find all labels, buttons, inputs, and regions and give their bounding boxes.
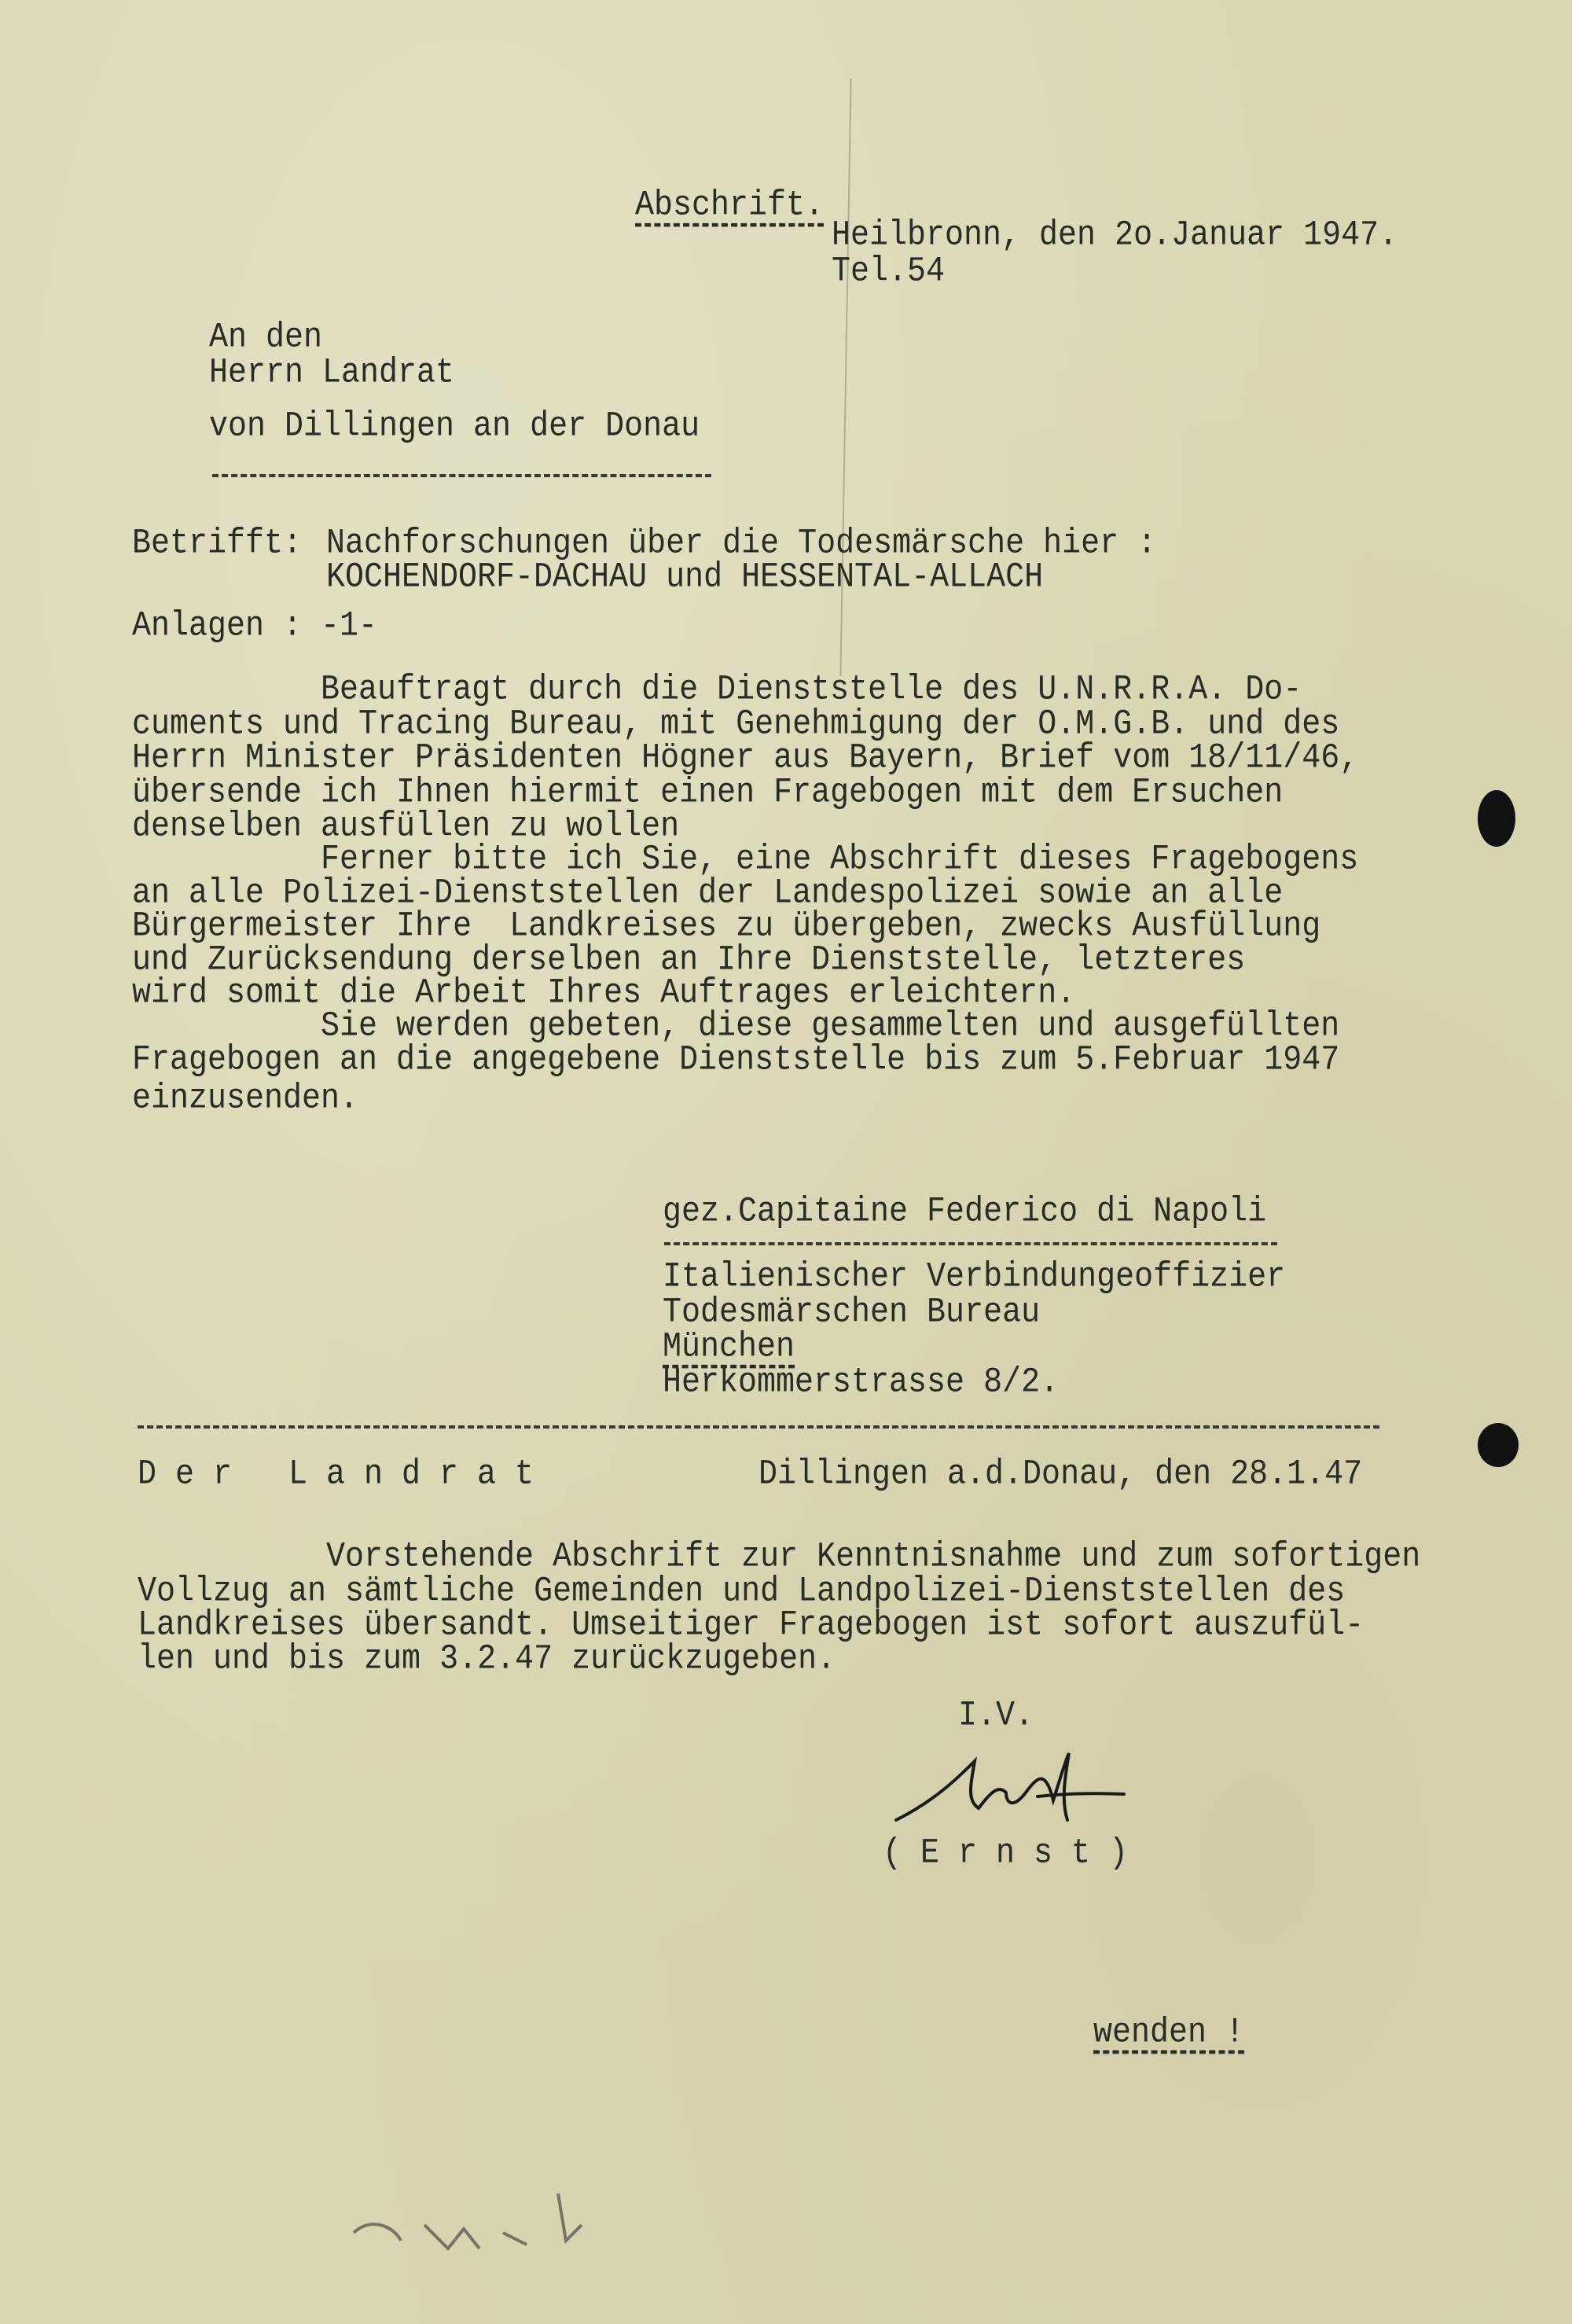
ink-blot (1478, 1423, 1519, 1467)
body-line: denselben ausfüllen zu wollen (132, 807, 680, 848)
sender-street: Herkommerstrasse 8/2. (663, 1362, 1060, 1403)
endorsement-authority: Der Landrat (138, 1454, 553, 1495)
body-line: wird somit die Arbeit Ihres Auftrages erleichtern. (132, 973, 1076, 1014)
ink-blot (1478, 790, 1515, 847)
body-line: und Zurücksendung derselben an Ihre Dienststelle, letzteres (132, 940, 1246, 981)
body-line: Ferner bitte ich Sie, eine Abschrift dieses Fragebogens (132, 840, 1359, 881)
body-line: an alle Polizei-Dienststellen der Landespolizei sowie an alle (132, 873, 1284, 914)
body-line: Herrn Minister Präsidenten Högner aus Bayern, Brief vom 18/11/46, (132, 738, 1359, 779)
sender-signed: gez.Capitaine Federico di Napoli (663, 1192, 1267, 1233)
signatory-name: ( E r n s t ) (883, 1833, 1129, 1874)
attachments: Anlagen : -1- (132, 606, 378, 647)
recipient-line-2: Herrn Landrat (209, 353, 455, 394)
endorsement-line: len und bis zum 3.2.47 zurückzugeben. (138, 1639, 836, 1680)
recipient-line-1: An den (209, 318, 323, 359)
subject-line-2: KOCHENDORF-DACHAU und HESSENTAL-ALLACH (326, 557, 1044, 598)
sender-title: Italienischer Verbindungeoffizier (663, 1257, 1286, 1298)
sender-divider (664, 1242, 1277, 1245)
place-date: Heilbronn, den 2o.Januar 1947. (832, 215, 1398, 256)
sender-office: Todesmärschen Bureau (663, 1293, 1041, 1333)
turn-over-note: wenden ! (1093, 2013, 1245, 2054)
phone-number: Tel.54 (832, 252, 946, 292)
subject-label: Betrifft: (132, 524, 303, 564)
sender-city: München (663, 1327, 795, 1368)
section-divider (138, 1425, 1379, 1429)
iv-label: I.V. (958, 1696, 1034, 1737)
recipient-line-3: von Dillingen an der Donau (209, 406, 700, 447)
body-line: einzusenden. (132, 1079, 359, 1120)
body-line: Bürgermeister Ihre Landkreises zu übergeben, zwecks Ausfüllung (132, 906, 1321, 947)
subject-line-1: Nachforschungen über die Todesmärsche hier : (326, 524, 1157, 564)
handwritten-signature (888, 1745, 1140, 1840)
body-line: Sie werden gebeten, diese gesammelten und ausgefüllten (132, 1006, 1340, 1047)
body-line: cuments und Tracing Bureau, mit Genehmigung der O.M.G.B. und des (132, 704, 1340, 745)
recipient-divider (212, 474, 711, 477)
endorsement-line: Vorstehende Abschrift zur Kenntnisnahme und zum sofortigen (138, 1537, 1421, 1578)
endorsement-place-date: Dillingen a.d.Donau, den 28.1.47 (758, 1454, 1363, 1495)
body-line: übersende ich Ihnen hiermit einen Fragebogen mit dem Ersuchen (132, 773, 1284, 814)
copy-label: Abschrift. (635, 186, 825, 226)
body-line: Beauftragt durch die Dienststelle des U.N.R.R.A. Do- (132, 670, 1302, 711)
body-line: Fragebogen an die angegebene Dienststelle bis zum 5.Februar 1947 (132, 1040, 1340, 1081)
pencil-scribble (346, 2170, 605, 2272)
endorsement-line: Vollzug an sämtliche Gemeinden und Landpolizei-Dienststellen des (138, 1572, 1346, 1612)
endorsement-line: Landkreises übersandt. Umseitiger Fragebogen ist sofort auszufül- (138, 1605, 1364, 1646)
